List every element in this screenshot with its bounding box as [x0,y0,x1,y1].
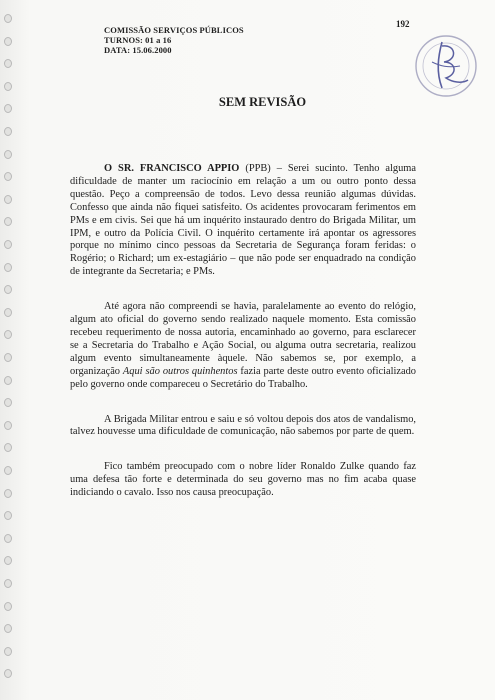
paragraph-1 [70,163,416,279]
binder-hole [4,37,12,46]
binder-hole [4,466,12,475]
document-body [70,163,416,522]
binder-hole [4,534,12,543]
binder-hole [4,353,12,362]
binder-hole [4,217,12,226]
signature-stamp-icon [412,32,480,100]
document-title: SEM REVISÃO [218,95,307,109]
paragraph-2-text-b: fazia parte deste outro evento oficializado pelo governo onde compareceu o Secretário do Trabalho. [70,365,416,390]
speaker-name: O SR. FRANCISCO APPIO [104,163,240,174]
binder-hole [4,443,12,452]
paragraph-4: Fico também preocupado com o nobre líder Ronaldo Zulke quando faz uma defesa tão forte e determinada do seu governo mas no fim acaba quase indiciando o cavalo. Isso nos causa preocupação. [70,461,416,499]
binder-hole [4,240,12,249]
header-date: DATA: 15.06.2000 [104,45,172,55]
paragraph-2-italic: Aqui são outros quinhentos [122,365,238,377]
paragraph-2-text-a: Até agora não compreendi se havia, paralelamente ao evento do relógio, algum ato oficial do governo sendo realizado naquele momento. Esta comissão recebeu requerimento de nossa autoria, encaminhado ao governo, para esclarecer se a Secretaria do Trabalho e Ação Social, ou alguma outra secretaria, realizou algum evento simultaneamente àquele. Não sabemos se, por exemplo, a organização [70,301,416,377]
binder-hole [4,308,12,317]
binder-hole [4,285,12,294]
binder-hole [4,59,12,68]
page-number: 192 [396,19,410,29]
binder-hole [4,602,12,611]
binder-hole [4,624,12,633]
binder-hole [4,195,12,204]
binder-hole [4,398,12,407]
binder-hole [4,150,12,159]
binder-hole [4,330,12,339]
binder-hole [4,263,12,272]
paragraph-1-text: (PPB) – Serei sucinto. Tenho alguma dificuldade de manter um raciocínio em relação a um ou outro ponto dessa questão. Peço a compreensão de todos. Levo dessa reunião algumas dúvidas. Confesso que ainda não fiquei satisfeito. Os acidentes provocaram ferimentos em PMs e em civis. Sei que há um inquérito instaurado dentro do Brigada Militar, um IPM, e outro da Polícia Civil. O inquérito certamente irá apontar os agressores porque no mínimo cinco pessoas da Secretaria de Segurança foram feridas: o Rogério; o Richard; um ex-estagiário – que não pode ser enquadrado na condição de integrante da Secretaria; e PMs. [70,163,416,278]
binder-hole [4,579,12,588]
binder-hole [4,647,12,656]
binder-hole [4,669,12,678]
binder-hole [4,127,12,136]
binder-hole [4,172,12,181]
paragraph-3: A Brigada Militar entrou e saiu e só voltou depois dos atos de vandalismo, talvez houvesse uma dificuldade de comunicação, não sabemos por parte de quem. [70,413,416,438]
binder-holes [4,14,14,694]
header-turns: TURNOS: 01 a 16 [104,35,172,45]
binder-hole [4,82,12,91]
binder-hole [4,556,12,565]
binder-hole [4,489,12,498]
binder-hole [4,421,12,430]
binder-hole [4,376,12,385]
binder-hole [4,511,12,520]
document-header [104,25,244,55]
paragraph-2 [70,301,416,391]
binder-hole [4,14,12,23]
header-committee: COMISSÃO SERVIÇOS PÚBLICOS [104,25,244,35]
